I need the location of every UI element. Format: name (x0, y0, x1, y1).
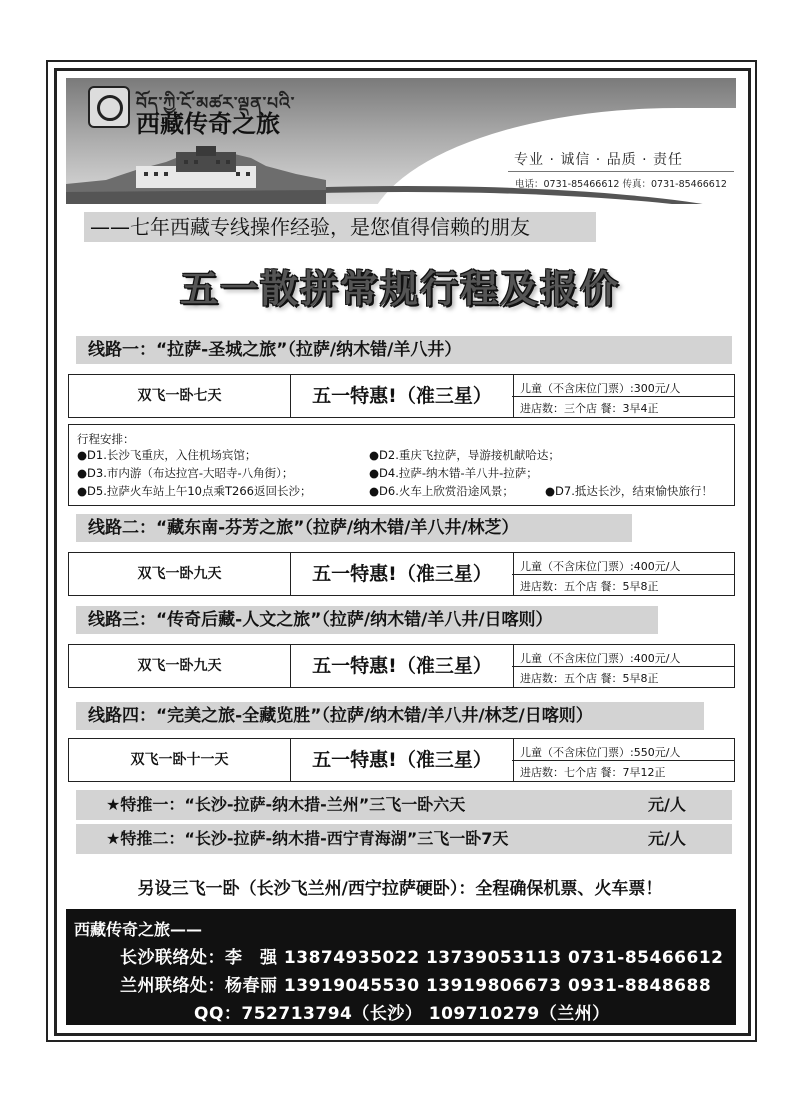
contact-lanzhou: 兰州联络处：杨春丽 13919045530 13919806673 0931-8848688 (120, 976, 712, 996)
potala-palace-image (66, 140, 326, 204)
route-1-child-price: 儿童（不含床位门票）:300元/人 (520, 382, 681, 395)
special-offer-2 (76, 824, 732, 854)
contact-qq: QQ：752713794（长沙） 109710279（兰州） (194, 1004, 610, 1024)
route-3-offer: 五一特惠!（准三星） (290, 645, 514, 687)
special-2-text: ★特推二：“长沙-拉萨-纳木措-西宁青海湖”三飞一卧7天 (106, 829, 509, 848)
header-phones: 电话：0731-85466612 传真：0731-85466612 (515, 179, 727, 190)
special-1-price: 元/人 (648, 795, 686, 814)
itinerary-day-2: ●D2.重庆飞拉萨，导游接机献哈达； (369, 448, 560, 462)
itinerary-day-5: ●D5.拉萨火车站上午10点乘T266返回长沙； (77, 484, 312, 498)
tibetan-title: བོད་ཀྱི་ངོ་མཚར་ལྡན་པའི་ (136, 94, 296, 114)
itinerary-day-7: ●D7.抵达长沙，结束愉快旅行！ (545, 484, 713, 498)
contact-block (66, 909, 736, 1025)
route-4-shops-meals: 进店数：七个店 餐：7早12正 (520, 766, 666, 779)
page-title: 五一散拼常规行程及报价 (179, 267, 620, 311)
route-4-header: 线路四：“完美之旅-全藏览胜”（拉萨/纳木错/羊八井/林芝/日喀则） (76, 702, 704, 730)
itinerary-day-1: ●D1.长沙飞重庆，入住机场宾馆； (77, 448, 257, 462)
route-1-duration: 双飞一卧七天 (137, 388, 222, 404)
itinerary-day-4: ●D4.拉萨-纳木错-羊八井-拉萨； (369, 466, 538, 480)
route-2-shops-meals: 进店数：五个店 餐：5早8正 (520, 580, 659, 593)
route-1-price-row (68, 374, 735, 418)
route-1-shops-meals: 进店数：三个店 餐：3早4正 (520, 402, 659, 415)
route-1-offer: 五一特惠!（准三星） (290, 375, 514, 417)
brand-name: 西藏传奇之旅 (136, 109, 280, 138)
contact-title: 西藏传奇之旅—— (74, 920, 203, 939)
route-3-details (512, 645, 734, 687)
train-ticket-notice: 另设三飞一卧（长沙飞兰州/西宁拉萨硬卧）：全程确保机票、火车票！ (137, 879, 663, 899)
route-2-header: 线路二：“藏东南-芬芳之旅”（拉萨/纳木错/羊八井/林芝） (76, 514, 632, 542)
route-1-details (512, 375, 734, 417)
route-3-duration: 双飞一卧九天 (137, 658, 222, 674)
route-2-child-price: 儿童（不含床位门票）:400元/人 (520, 560, 681, 573)
route-2-offer: 五一特惠!（准三星） (290, 553, 514, 595)
route-3-shops-meals: 进店数：五个店 餐：5早8正 (520, 672, 659, 685)
route-4-duration: 双飞一卧十一天 (130, 752, 229, 768)
itinerary-day-3: ●D3.市内游（布达拉宫-大昭寺-八角街）； (77, 466, 294, 480)
route-2-details (512, 553, 734, 595)
route-3-price-row (68, 644, 735, 688)
brand-logo-icon (88, 86, 130, 128)
route-4-child-price: 儿童（不含床位门票）:550元/人 (520, 746, 681, 759)
route-2-price-row (68, 552, 735, 596)
itinerary-day-6: ●D6.火车上欣赏沿途风景； (369, 484, 514, 498)
route-3-header: 线路三：“传奇后藏-人文之旅”（拉萨/纳木错/羊八井/日喀则） (76, 606, 658, 634)
special-offer-1 (76, 790, 732, 820)
special-2-price: 元/人 (648, 829, 686, 848)
itinerary-label: 行程安排： (77, 432, 135, 446)
route-4-details (512, 739, 734, 781)
route-1-itinerary (68, 424, 735, 506)
slogan: 专业 · 诚信 · 品质 · 责任 (514, 152, 684, 168)
slogan-divider (508, 171, 734, 172)
route-3-child-price: 儿童（不含床位门票）:400元/人 (520, 652, 681, 665)
route-2-duration: 双飞一卧九天 (137, 566, 222, 582)
route-4-offer: 五一特惠!（准三星） (290, 739, 514, 781)
route-4-price-row (68, 738, 735, 782)
route-1-header: 线路一：“拉萨-圣城之旅”（拉萨/纳木错/羊八井） (76, 336, 732, 364)
special-1-text: ★特推一：“长沙-拉萨-纳木措-兰州”三飞一卧六天 (106, 795, 466, 814)
tagline: ——七年西藏专线操作经验，是您值得信赖的朋友 (84, 212, 596, 242)
contact-changsha: 长沙联络处：李 强 13874935022 13739053113 0731-85466612 (120, 948, 724, 968)
